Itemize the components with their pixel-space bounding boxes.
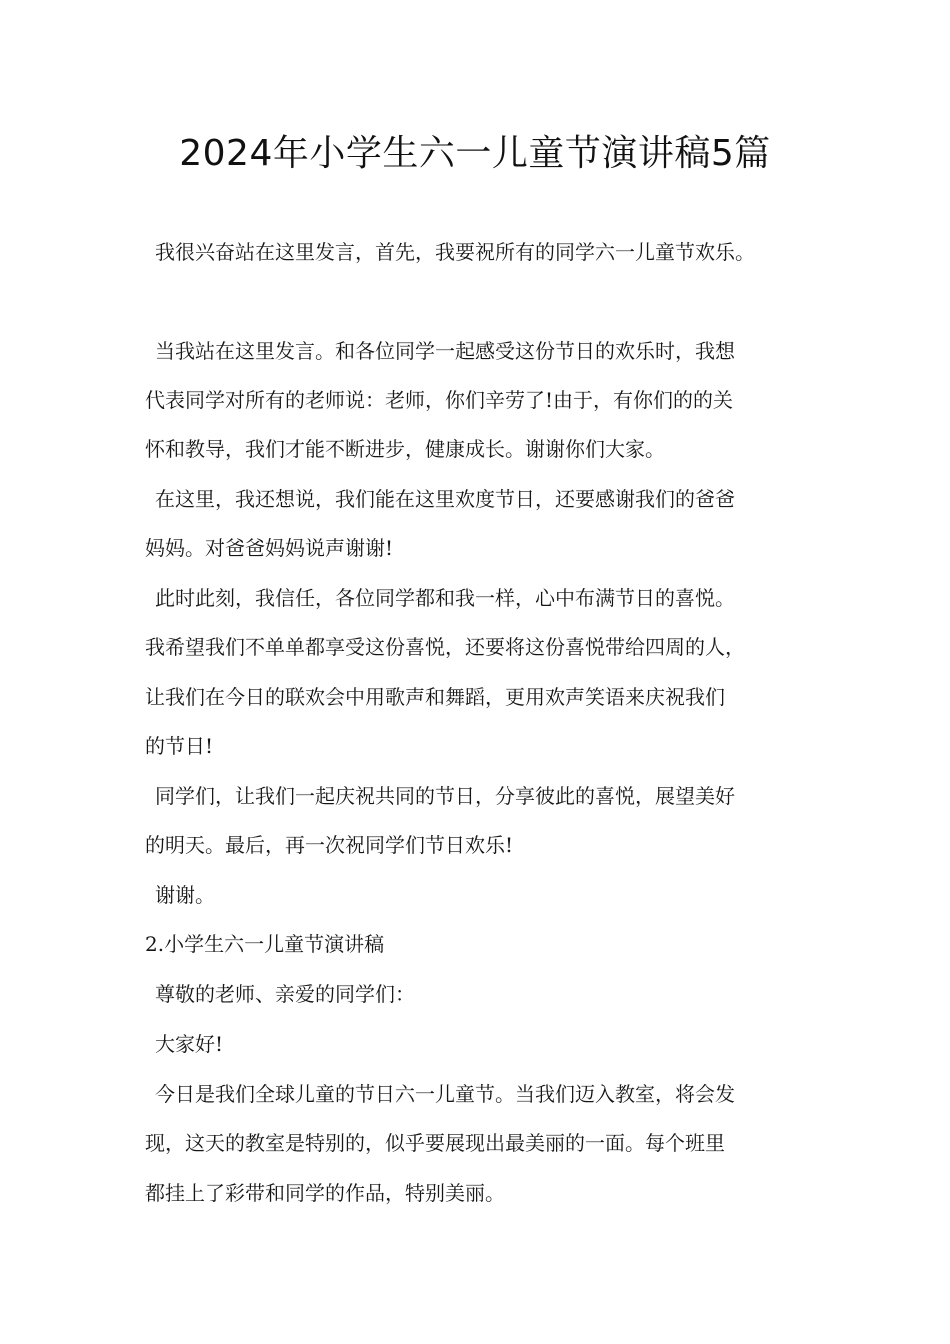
paragraph-line: 我希望我们不单单都享受这份喜悦，还要将这份喜悦带给四周的人， [145,635,745,659]
paragraph-line: 都挂上了彩带和同学的作品，特别美丽。 [145,1181,505,1205]
paragraph-line: 尊敬的老师、亲爱的同学们： [155,982,415,1006]
section-heading: 2.小学生六一儿童节演讲稿 [145,932,385,956]
paragraph-line: 我很兴奋站在这里发言，首先，我要祝所有的同学六一儿童节欢乐。 [155,240,755,264]
paragraph-line: 怀和教导，我们才能不断进步，健康成长。谢谢你们大家。 [145,437,665,461]
document-title: 2024年小学生六一儿童节演讲稿5篇 [179,133,771,174]
paragraph-line: 妈妈。对爸爸妈妈说声谢谢! [145,536,394,560]
paragraph-line: 大家好! [155,1032,224,1056]
paragraph-line: 谢谢。 [155,883,215,907]
paragraph-line: 此时此刻，我信任，各位同学都和我一样，心中布满节日的喜悦。 [155,586,735,610]
paragraph-line: 当我站在这里发言。和各位同学一起感受这份节日的欢乐时，我想 [155,339,735,363]
paragraph-line: 的节日! [145,734,214,758]
paragraph-line: 同学们，让我们一起庆祝共同的节日，分享彼此的喜悦，展望美好 [155,784,735,808]
paragraph-line: 的明天。最后，再一次祝同学们节日欢乐! [145,833,514,857]
paragraph-line: 今日是我们全球儿童的节日六一儿童节。当我们迈入教室，将会发 [155,1082,735,1106]
paragraph-line: 在这里，我还想说，我们能在这里欢度节日，还要感谢我们的爸爸 [155,487,735,511]
paragraph-line: 让我们在今日的联欢会中用歌声和舞蹈，更用欢声笑语来庆祝我们 [145,685,725,709]
paragraph-line: 代表同学对所有的老师说：老师，你们辛劳了!由于，有你们的的关 [145,388,734,412]
paragraph-line: 现，这天的教室是特别的，似乎要展现出最美丽的一面。每个班里 [145,1131,725,1155]
